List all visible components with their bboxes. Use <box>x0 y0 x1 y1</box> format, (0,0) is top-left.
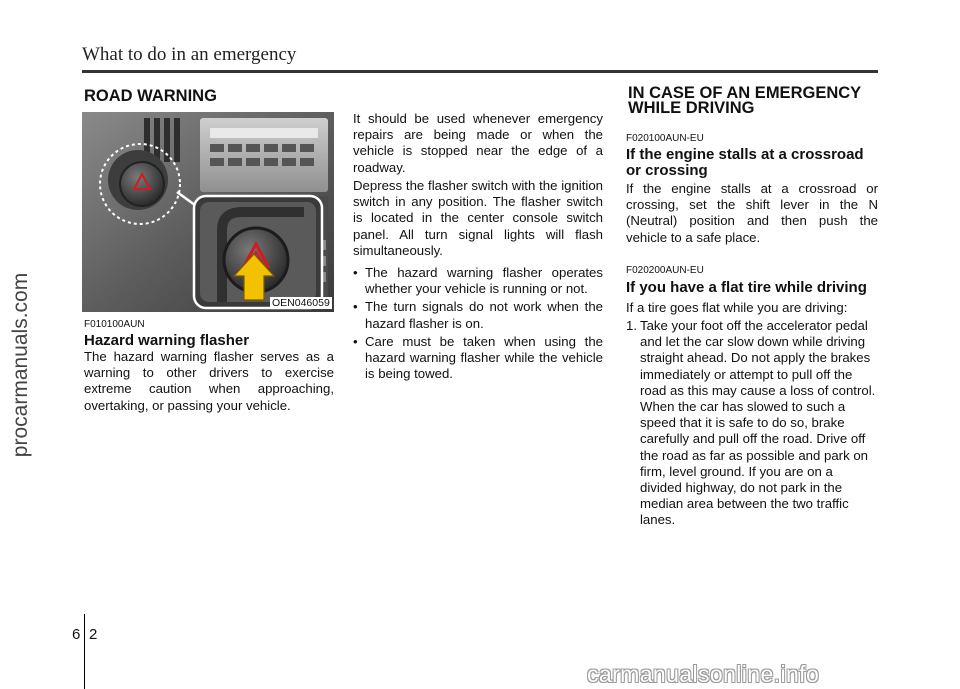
page-number-divider <box>84 614 85 689</box>
paragraph-hazard-intro: The hazard warning flasher serves as a warning to other drivers to exercise extreme caution when approaching, overtaking, or passing your vehicle. <box>84 349 334 413</box>
item-code-hazard: F010100AUN <box>84 319 145 330</box>
paragraph-engine-stalls: If the engine stalls at a crossroad or crossing, set the shift lever in the N (Neutral) position and then push the vehicle to a safe place. <box>626 181 878 245</box>
section-title-road-warning: ROAD WARNING <box>84 87 217 105</box>
paragraph-when-to-use: It should be used whenever emergency repairs are being made or when the vehicle is stopped near the edge of a roadway. <box>353 111 603 175</box>
hazard-switch-photo <box>82 112 334 312</box>
paragraph-flat-tire-intro: If a tire goes flat while you are driving: <box>626 300 848 315</box>
item-code-stall: F020100AUN-EU <box>626 133 704 144</box>
steps-list <box>626 318 878 529</box>
subheading-flat-tire: If you have a flat tire while driving <box>626 279 867 296</box>
footer-watermark: carmanualsonline.info <box>587 661 820 687</box>
image-code: OEN046059 <box>272 297 330 309</box>
subheading-hazard-warning-flasher: Hazard warning flasher <box>84 332 250 349</box>
section-title-emergency-driving: IN CASE OF AN EMERGENCY WHILE DRIVING <box>628 84 862 117</box>
header-rule <box>82 70 878 73</box>
step-text: Take your foot off the accelerator pedal and let the car slow down while driving straight ahead. Do not apply the brakes immediately or attempt to pull off the road as this may cause a loss of control. When the car has slowed to such a speed that it is safe to do so, brake carefully and pull off the road. Drive off the road as far as possible and park on firm, level ground. If you are on a divided highway, do not park in the median area between the two traffic lanes. <box>640 318 876 528</box>
item-code-flat-tire: F020200AUN-EU <box>626 265 704 276</box>
list-item: • The turn signals do not work when the hazard flasher is on. <box>353 299 603 331</box>
list-item: • Care must be taken when using the hazard warning flasher while the vehicle is being towed. <box>353 334 603 383</box>
side-watermark <box>8 225 34 505</box>
hazard-switch-illustration <box>82 112 334 312</box>
side-watermark-text: procarmanuals.com <box>9 272 32 458</box>
header-title: What to do in an emergency <box>82 44 297 65</box>
subheading-engine-stalls: If the engine stalls at a crossroad or crossing <box>626 146 864 179</box>
step-number: 1. <box>626 318 637 333</box>
chapter-number: 6 <box>72 626 81 643</box>
page-number: 2 <box>89 626 98 643</box>
bullet-list <box>353 265 603 384</box>
paragraph-how-to-use: Depress the flasher switch with the ignition switch in any position. The flasher switch is located in the center console switch panel. All turn signal lights will flash simultaneously. <box>353 178 603 258</box>
list-item <box>626 318 878 529</box>
list-item: • The hazard warning flasher operates whether your vehicle is running or not. <box>353 265 603 297</box>
